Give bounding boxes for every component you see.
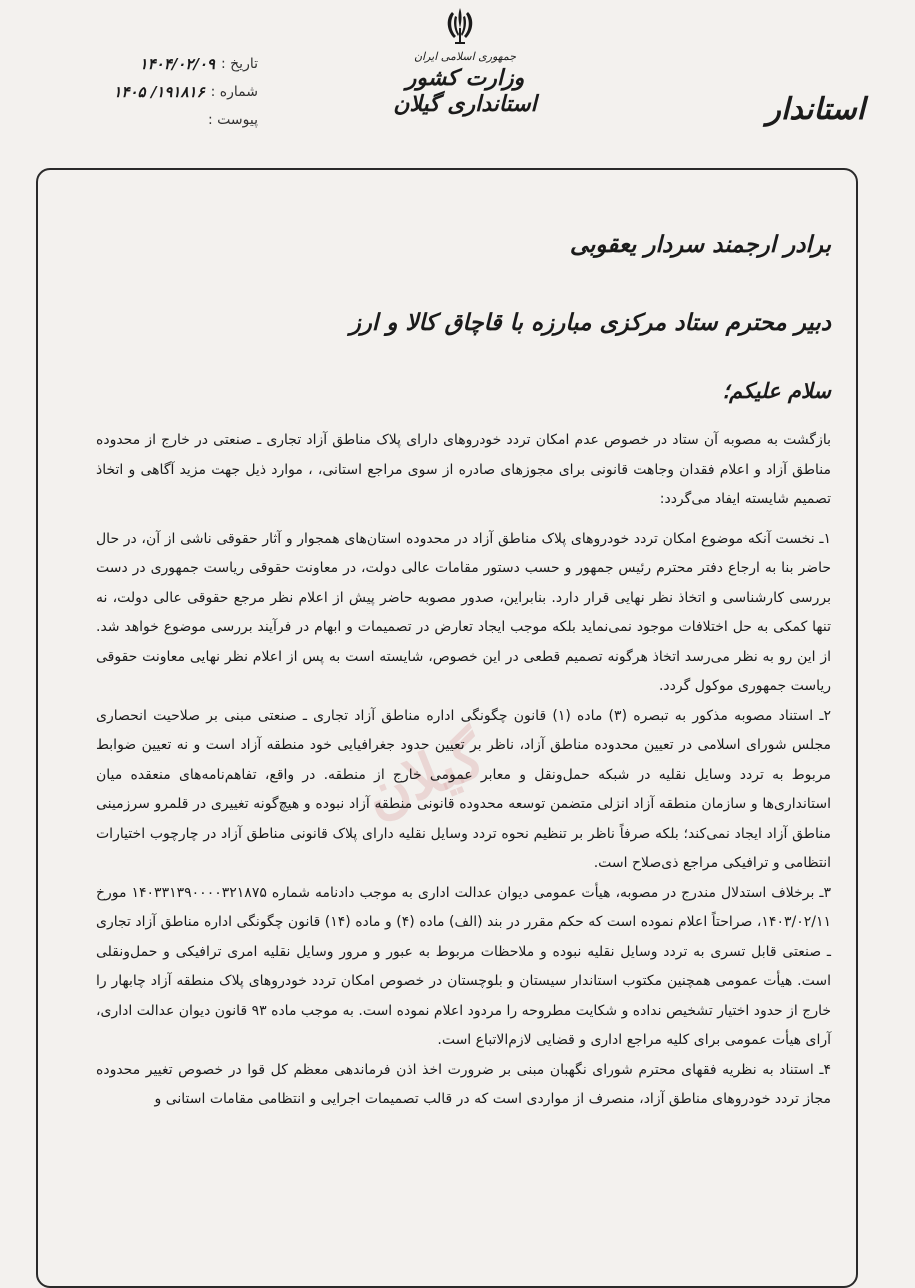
ministry-title: وزارت کشور <box>405 65 525 91</box>
office-title: استاندار <box>766 92 865 127</box>
date-row <box>28 50 258 78</box>
paragraph-1: ۱ـ نخست آنکه موضوع امکان تردد خودروهای پلاک مناطق آزاد در محدوده استان‌های همجوار و آثار حقوقی ناشی از آن، در حال حاضر بنا به ارجاع دفتر محترم رئیس جمهور و حسب دستور مقامات عالی دولت، در معاونت حقوقی ریاست جمهوری در دست بررسی کارشناسی و اتخاذ نظر نهایی قرار دارد. بنابراین، صدور مصوبه حاضر پیش از اعلام نظر مرجع حقوقی عالی دولت، نه تنها کمکی به حل اختلافات موجود نمی‌نماید بلکه موجب ایجاد تعارض در تصمیمات و ابهام در فرآیند بررسی موضوع خواهد شد. از این رو به نظر می‌رسد اتخاذ هرگونه تصمیم قطعی در این خصوص، شایسته است به پس از اعلام نظر نهایی معاونت حقوقی ریاست جمهوری موکول گردد. <box>96 530 831 694</box>
paragraph-4: ۴ـ استناد به نظریه فقهای محترم شورای نگهبان مبنی بر ضرورت اخذ اذن فرماندهی معظم کل قوا در خصوص تغییر محدوده مجاز تردد خودروهای مناطق آزاد، منصرف از مواردی است که در قالب تصمیمات اجرایی و انتظامی مقامات استانی و <box>96 1061 831 1107</box>
number-row <box>28 78 258 106</box>
attachment-row <box>28 106 258 134</box>
date-label: تاریخ : <box>220 56 258 72</box>
number-label: شماره : <box>210 84 258 100</box>
addressee: برادر ارجمند سردار یعقوبی <box>569 231 831 258</box>
svg-text:گیلان: گیلان <box>354 721 494 831</box>
letter-body <box>96 222 831 1115</box>
number-value: ۱۹۱۸۱۶/ ۱۴۰۵ <box>113 83 205 101</box>
iran-emblem-icon <box>438 4 482 48</box>
republic-title: جمهوری اسلامی ایران <box>413 50 517 63</box>
province-title: استانداری گیلان <box>393 91 537 117</box>
paragraph-3: ۳ـ برخلاف استدلال مندرج در مصوبه، هیأت عمومی دیوان عدالت اداری به موجب دادنامه شماره ۱۴۰۳۳۱۳۹۰۰۰۰۳۲۱۸۷۵ مورخ ۱۴۰۳/۰۲/۱۱، صراحتاً اعلام نموده است که حکم مقرر در بند (الف) ماده (۴) و ماده (۱۴) قانون چگونگی اداره مناطق آزاد تجاری ـ صنعتی قابل تسری به تردد وسایل نقلیه نبوده و ملاحظات مربوط به عبور و مرور وسایل نقلیه امری ترافیکی و حمل‌ونقلی است. هیأت عمومی همچنین مکتوب استاندار سیستان و بلوچستان در خصوص امکان تردد خودروهای پلاک منطقه آزاد چابهار را خارج از حدود اختیار تشخیص نداده و شکایت مطروحه را مردود اعلام نموده است. به موجب ماده ۹۳ قانون دیوان عدالت اداری، آرای هیأت عمومی برای کلیه مراجع اداری و قضایی لازم‌الاتباع است. <box>96 884 831 1048</box>
ministry-heading <box>380 50 550 117</box>
attachment-label: پیوست : <box>208 112 258 128</box>
letter-title: دبیر محترم ستاد مرکزی مبارزه با قاچاق کالا و ارز <box>349 309 831 336</box>
paragraph-2: ۲ـ استناد مصوبه مذکور به تبصره (۳) ماده (۱) قانون چگونگی اداره مناطق آزاد تجاری ـ صنعتی مبنی بر صلاحیت انحصاری مجلس شورای اسلامی در تعیین محدوده مناطق آزاد، ناظر بر تعیین حدود جغرافیایی خود منطقه آزاد است و نه تعیین ضوابط مربوط به تردد وسایل نقلیه در شبکه حمل‌ونقل و معابر عمومی خارج از منطقه. در واقع، تفاهم‌نامه‌های منعقده میان استانداری‌ها و سازمان منطقه آزاد انزلی متضمن توسعه محدوده قانونی منطقه آزاد نبوده و هیچ‌گونه تغییری در قلمرو سرزمینی مناطق آزاد ایجاد نمی‌کند؛ بلکه صرفاً ناظر بر تنظیم نحوه تردد وسایل نقلیه دارای پلاک قانونی مناطق آزاد در چارچوب اختیارات انتظامی و ترافیکی مراجع ذی‌صلاح است. <box>96 707 831 871</box>
date-value: ۱۴۰۴/۰۲/۰۹ <box>139 55 215 73</box>
letter-metadata <box>28 50 258 134</box>
letterhead <box>0 0 915 165</box>
greeting: سلام علیکم؛ <box>722 378 831 403</box>
paragraph-intro: بازگشت به مصوبه آن ستاد در خصوص عدم امکان تردد خودروهای دارای پلاک مناطق آزاد تجاری ـ صنعتی در خارج از محدوده مناطق آزاد و اعلام فقدان وجاهت قانونی برای مجوزهای صادره از سوی مراجع استانی، ، موارد ذیل جهت مزید آگاهی و اتخاذ تصمیم شایسته ایفاد می‌گردد: <box>96 432 831 507</box>
